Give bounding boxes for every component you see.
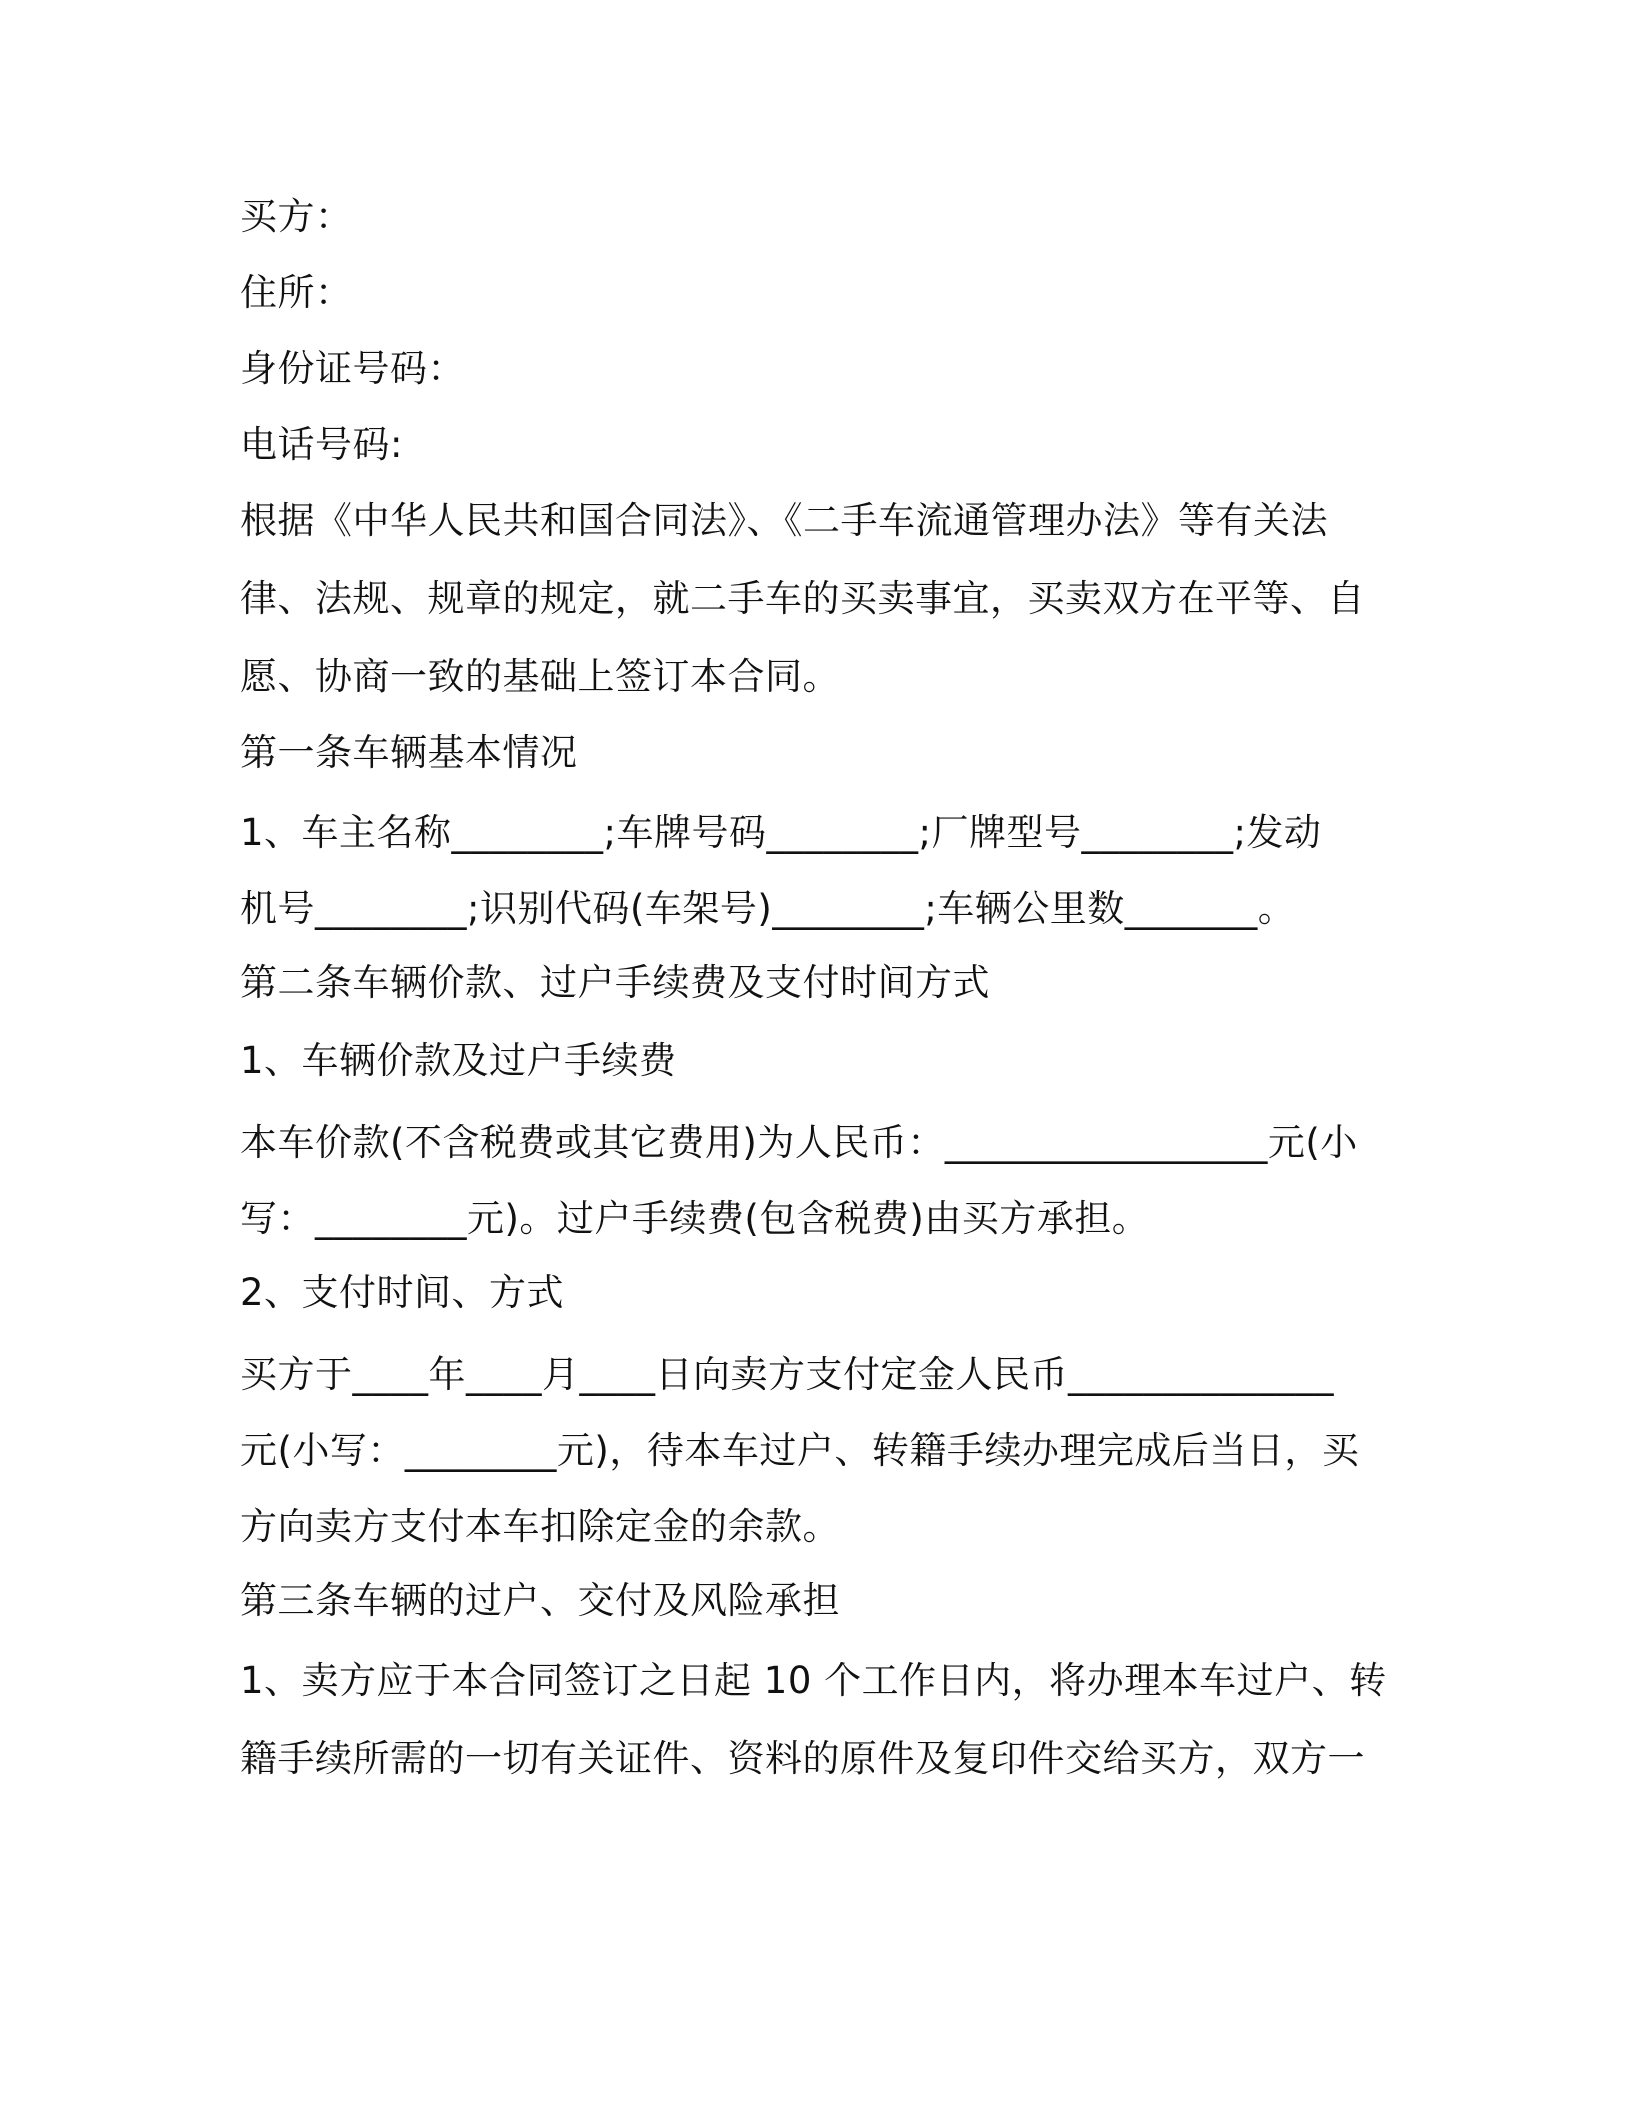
price-line: 写：________元)。过户手续费(包含税费)由买方承担。 (240, 1197, 1150, 1240)
vehicle-info-line: 机号________;识别代码(车架号)________;车辆公里数_______。 (240, 887, 1296, 930)
buyer-label: 买方： (240, 195, 353, 238)
price-subheading: 1、车辆价款及过户手续费 (240, 1039, 677, 1082)
address-label: 住所： (240, 271, 353, 314)
payment-subheading: 2、支付时间、方式 (240, 1271, 565, 1314)
payment-line: 买方于____年____月____日向卖方支付定金人民币______________ (240, 1353, 1334, 1396)
id-number-label: 身份证号码： (240, 347, 465, 390)
payment-line: 元(小写：________元)，待本车过户、转籍手续办理完成后当日，买 (240, 1429, 1360, 1472)
article-1-heading: 第一条车辆基本情况 (240, 731, 578, 774)
transfer-line: 籍手续所需的一切有关证件、资料的原件及复印件交给买方，双方一 (240, 1737, 1365, 1780)
phone-label: 电话号码: (240, 423, 403, 466)
preamble-line: 愿、协商一致的基础上签订本合同。 (240, 655, 840, 698)
preamble-line: 根据《中华人民共和国合同法》、《二手车流通管理办法》等有关法 (240, 499, 1328, 542)
article-3-heading: 第三条车辆的过户、交付及风险承担 (240, 1579, 840, 1622)
transfer-line: 1、卖方应于本合同签订之日起 10 个工作日内，将办理本车过户、转 (240, 1659, 1387, 1702)
payment-line: 方向卖方支付本车扣除定金的余款。 (240, 1505, 840, 1548)
vehicle-info-line: 1、车主名称________;车牌号码________;厂牌型号________;发动 (240, 811, 1322, 854)
price-line: 本车价款(不含税费或其它费用)为人民币：_________________元(小 (240, 1121, 1358, 1164)
preamble-line: 律、法规、规章的规定，就二手车的买卖事宜，买卖双方在平等、自 (240, 577, 1365, 620)
article-2-heading: 第二条车辆价款、过户手续费及支付时间方式 (240, 961, 990, 1004)
